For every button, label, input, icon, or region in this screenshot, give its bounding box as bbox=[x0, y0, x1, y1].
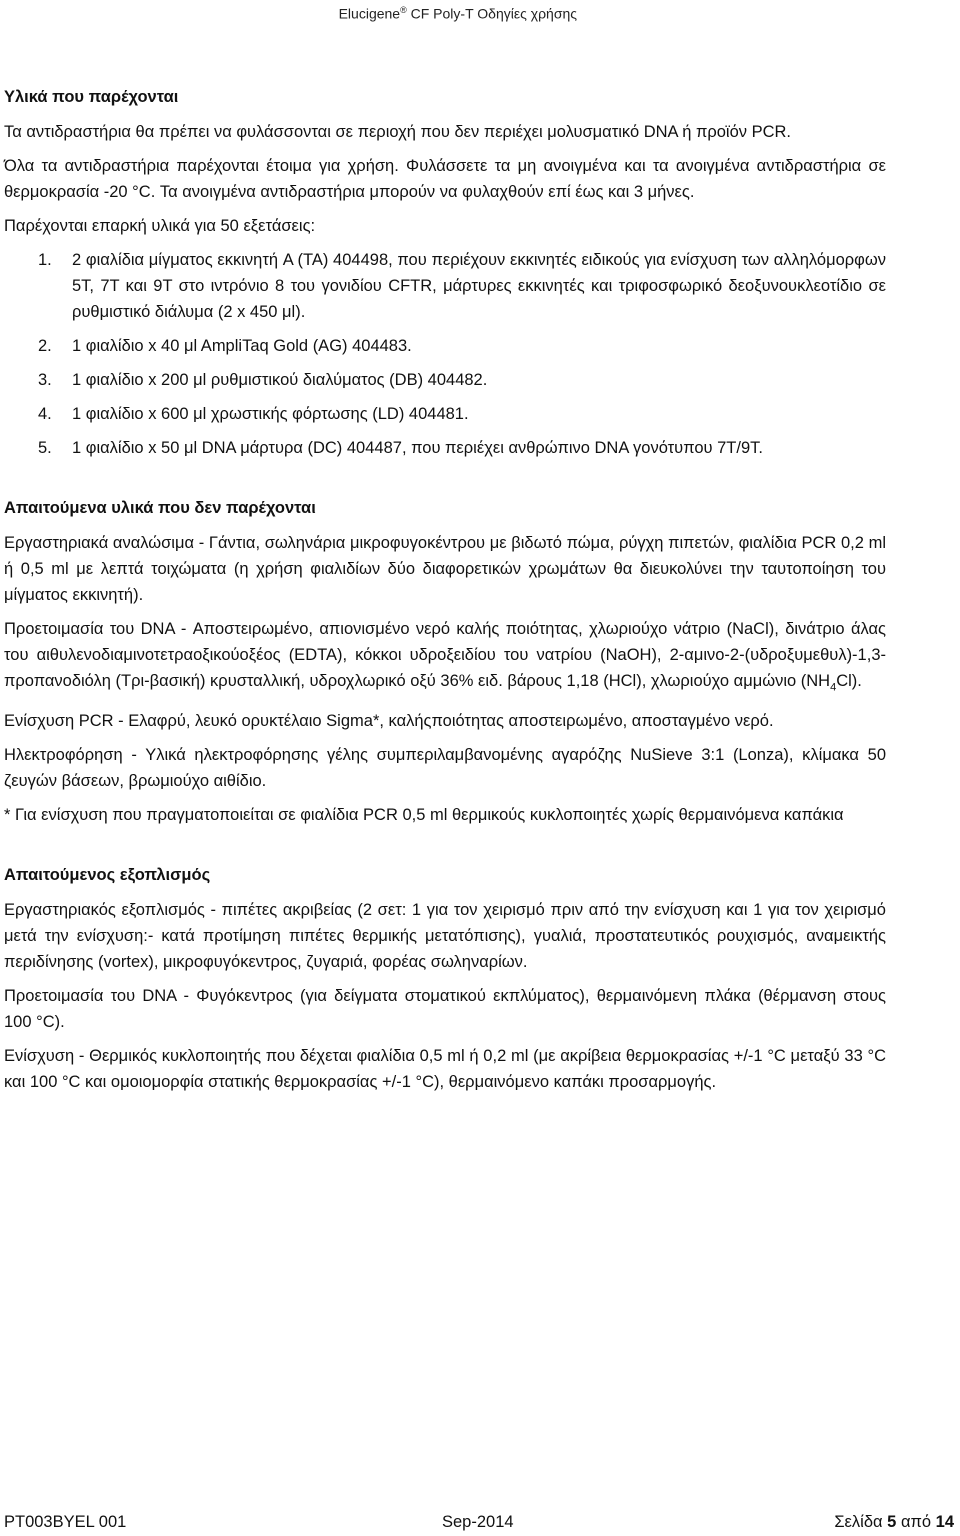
document-date: Sep-2014 bbox=[442, 1513, 514, 1531]
list-item-text: 1 φιαλίδιο x 200 μl ρυθμιστικού διαλύματος (DB) 404482. bbox=[72, 371, 488, 389]
footnote-paragraph: * Για ενίσχυση που πραγματοποιείται σε φιαλίδια PCR 0,5 ml θερμικούς κυκλοποιητές χωρίς θερμαινόμενα καπάκια bbox=[4, 806, 844, 825]
list-item-text: 1 φιαλίδιο x 40 μl AmpliTaq Gold (AG) 404483. bbox=[72, 337, 412, 355]
list-item-number: 3. bbox=[38, 371, 52, 389]
list-item-number: 2. bbox=[38, 337, 52, 355]
header-brand: Elucigene bbox=[338, 5, 401, 22]
section-heading-required-materials: Απαιτούμενα υλικά που δεν παρέχονται bbox=[4, 499, 316, 517]
page-total: 14 bbox=[935, 1513, 954, 1531]
lab-equipment-paragraph: Εργαστηριακός εξοπλισμός - πιπέτες ακριβείας (2 σετ: 1 για τον χειρισμό πριν από την ενίσχυση και 1 για τον χειρισμό μετά την ενίσχυση:- κατά προτίμηση πιπέτες θερμικής μετατόπισης), γυαλιά, προστατευτικός ρουχισμός, αναμεικτής περιδίνησης (vortex), μικροφυγόκεντρος, ζυγαριά, φορέας σωληναρίων. bbox=[4, 901, 886, 972]
pcr-materials-paragraph: Ενίσχυση PCR - Ελαφρύ, λευκό ορυκτέλαιο Sigma*, καλήςποιότητας αποστειρωμένο, αποσταγμένο νερό. bbox=[4, 712, 774, 731]
list-item bbox=[4, 435, 886, 461]
dna-prep-text-end: Cl). bbox=[836, 672, 862, 690]
document-code: PT003BYEL 001 bbox=[4, 1513, 127, 1531]
section-heading-required-equipment: Απαιτούμενος εξοπλισμός bbox=[4, 866, 211, 885]
lab-consumables-paragraph: Εργαστηριακά αναλώσιμα - Γάντια, σωληνάρια μικροφυγοκέντρου με βιδωτό πώμα, ρύγχη πιπετών, φιαλίδια PCR 0,2 ml ή 0,5 ml με λεπτά τοιχώματα (η χρήση φιαλιδίων δύο διαφορετικών χρωμάτων θα διευκολύνει την ταυτοποίηση του μίγματος εκκινητή). bbox=[4, 534, 886, 604]
list-item bbox=[4, 401, 886, 427]
list-item bbox=[4, 247, 886, 325]
header-title bbox=[339, 1, 577, 23]
page-header bbox=[0, 0, 960, 22]
header-registered-mark: ® bbox=[400, 5, 407, 15]
dna-preparation-materials-paragraph bbox=[4, 616, 886, 700]
page-number bbox=[834, 1511, 954, 1533]
list-item bbox=[4, 333, 886, 359]
supplied-items-list bbox=[4, 247, 886, 461]
list-item-text: 2 φιαλίδια μίγματος εκκινητή A (TA) 404498, που περιέχουν εκκινητές ειδικούς για ενίσχυση των αλληλόμορφων 5T, 7T και 9T στο ιντρόνιο 8 του γονιδίου CFTR, μάρτυρες εκκινητές και τριφοσφωρικό δεοξυνουκλεοτίδιο σε ρυθμιστικό διάλυμα (2 x 450 μl). bbox=[72, 251, 886, 321]
sufficient-materials-paragraph: Παρέχονται επαρκή υλικά για 50 εξετάσεις: bbox=[4, 217, 316, 235]
list-item-number: 1. bbox=[38, 251, 52, 269]
list-item-number: 5. bbox=[38, 439, 52, 457]
dna-preparation-equipment-paragraph: Προετοιμασία του DNA - Φυγόκεντρος (για δείγματα στοματικού εκπλύματος), θερμαινόμενη πλάκα (θέρμανση στους 100 °C). bbox=[4, 987, 886, 1032]
list-item bbox=[4, 367, 886, 393]
page-footer bbox=[4, 1511, 960, 1533]
list-item-text: 1 φιαλίδιο x 50 μl DNA μάρτυρα (DC) 404487, που περιέχει ανθρώπινο DNA γονότυπου 7T/9T. bbox=[72, 439, 763, 457]
electrophoresis-materials-paragraph: Ηλεκτροφόρηση - Υλικά ηλεκτροφόρησης γέλης συμπεριλαμβανομένης αγαρόζης NuSieve 3:1 (Lonza), κλίμακα 50 ζευγών βάσεων, βρωμιούχο αιθίδιο. bbox=[4, 746, 886, 791]
header-doc-title: CF Poly-T Οδηγίες χρήσης bbox=[406, 5, 577, 22]
list-item-text: 1 φιαλίδιο x 600 μl χρωστικής φόρτωσης (LD) 404481. bbox=[72, 405, 469, 423]
list-item-number: 4. bbox=[38, 405, 52, 423]
document-body bbox=[4, 88, 886, 1095]
amplification-equipment-paragraph: Ενίσχυση - Θερμικός κυκλοποιητής που δέχεται φιαλίδια 0,5 ml ή 0,2 ml (με ακρίβεια θερμοκρασίας +/-1 °C μεταξύ 33 °C και 100 °C και ομοιομορφία στατικής θερμοκρασίας +/-1 °C), θερμαινόμενο καπάκι προσαρμογής. bbox=[4, 1047, 886, 1092]
page-current: 5 bbox=[887, 1513, 897, 1531]
page-word: Σελίδα bbox=[834, 1513, 883, 1531]
ready-to-use-paragraph: Όλα τα αντιδραστήρια παρέχονται έτοιμα για χρήση. Φυλάσσετε τα μη ανοιγμένα και τα ανοιγμένα αντιδραστήρια σε θερμοκρασία -20 °C. Τα ανοιγμένα αντιδραστήρια μπορούν να φυλαχθούν επί έως και 3 μήνες. bbox=[4, 157, 886, 201]
dna-prep-text: Προετοιμασία του DNA - Αποστειρωμένο, απιονισμένο νερό καλής ποιότητας, χλωριούχο νάτριο (NaCl), δινάτριο άλας του αιθυλενοδιαμινοτετραοξικούοξέος (EDTA), κόκκοι υδροξειδίου του νατρίου (NaOH), 2-αμινο-2-(υδροξυμεθυλ)-1,3-προπανοδιόλη (Τρι-βασική) κρυσταλλική, υδροχλωρικό οξύ 36% ειδ. βάρους 1,18 (HCl), χλωριούχο αμμώνιο (NH bbox=[4, 620, 886, 690]
page-of-word: από bbox=[900, 1513, 932, 1531]
ammonium-subscript: 4 bbox=[830, 681, 837, 694]
section-heading-supplied: Υλικά που παρέχονται bbox=[4, 88, 179, 106]
storage-paragraph: Τα αντιδραστήρια θα πρέπει να φυλάσσονται σε περιοχή που δεν περιέχει μολυσματικό DNA ή προϊόν PCR. bbox=[4, 123, 792, 141]
